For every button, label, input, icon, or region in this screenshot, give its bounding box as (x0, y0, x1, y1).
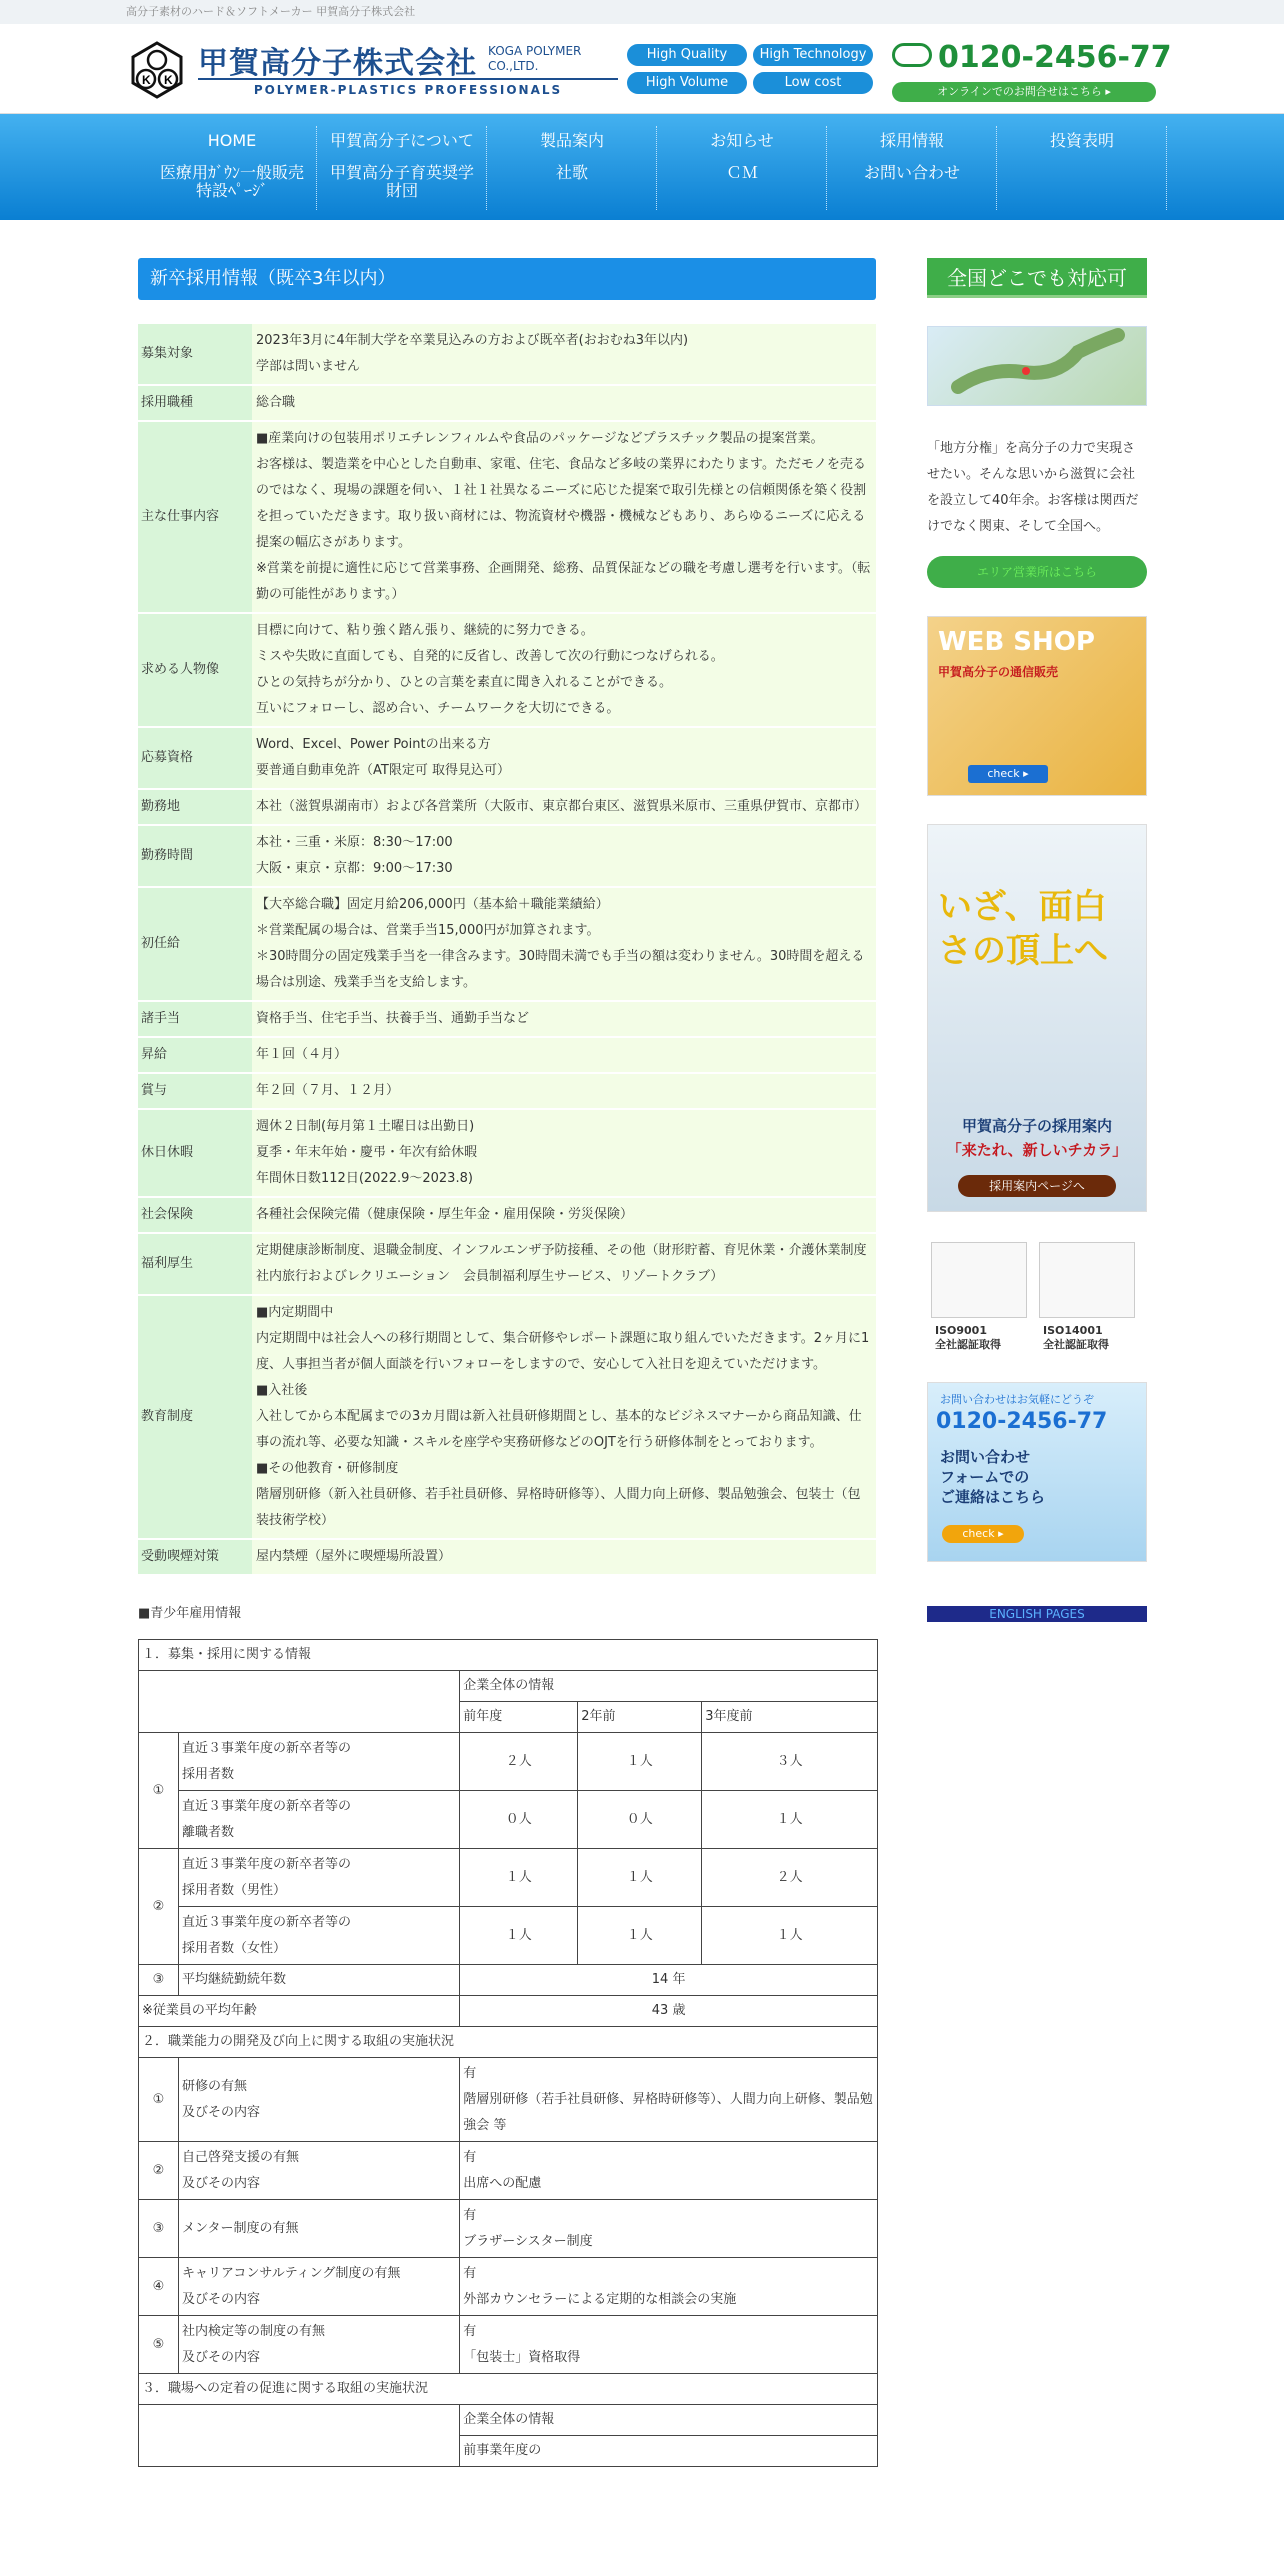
youth-section-2: ２．職業能力の開発及び向上に関する取組の実施状況 (139, 2027, 878, 2058)
freedial-icon (892, 43, 932, 67)
company-logo-icon[interactable] (127, 40, 187, 100)
recruit-value: 定期健康診断制度、退職金制度、インフルエンザ予防接種、その他（財形貯蓄、育児休業・介護休業制度 社内旅行およびレクリエーション 会員制福利厚生サービス、リゾートクラブ） (252, 1234, 876, 1294)
recruit-value: 総合職 (252, 386, 876, 420)
table-row (138, 1540, 876, 1574)
badge-high-volume: High Volume (627, 72, 747, 94)
youth-section-1: １．募集・採用に関する情報 (139, 1640, 878, 1671)
table-row: ※従業員の平均年齢 (139, 1996, 460, 2027)
recruit-value: 週休２日制(毎月第１土曜日は出勤日) 夏季・年末年始・慶弔・年次有給休暇 年間休日数112日(2022.9～2023.8) (252, 1110, 876, 1196)
svg-text:K: K (142, 73, 151, 87)
recruit-key: 応募資格 (138, 728, 252, 788)
nav-recruit[interactable]: 採用情報 (879, 131, 944, 150)
nav-company-song[interactable]: 社歌 (555, 163, 588, 182)
badge-low-cost: Low cost (753, 72, 873, 94)
recruit-value: 本社（滋賀県湖南市）および各営業所（大阪市、東京都台東区、滋賀県米原市、三重県伊賀市、京都市） (252, 790, 876, 824)
top-bar: 高分子素材のハード＆ソフトメーカー 甲賀高分子株式会社 (0, 0, 1284, 24)
recruit-value: Word、Excel、Power Pointの出来る方 要普通自動車免許（AT限定可 取得見込可） (252, 728, 876, 788)
table-row (138, 790, 876, 824)
company-name-jp[interactable]: 甲賀高分子株式会社 (198, 46, 477, 81)
table-row (138, 1110, 876, 1196)
nav-contact[interactable]: お問い合わせ (863, 163, 960, 182)
recruit-value: ■産業向けの包装用ポリエチレンフィルムや食品のパッケージなどプラスチック製品の提案営業。 お客様は、製造業を中心とした自動車、家電、住宅、食品など多岐の業界にわたります。ただモノを売るのではなく、現場の課題を伺い、１社１社異なるニーズに応じた提案で取引先様との信頼関係を築く役割を担っていただきます。取り扱い商材には、物流資材や機器・機械などもあり、あらゆるニーズに応える提案の幅広さがあります。 ※営業を前提に適性に応じて営業事務、企画開発、総務、品質保証などの職を考慮し選考を行います。（転勤の可能性があります。） (252, 422, 876, 612)
table-row (138, 1074, 876, 1108)
recruit-key: 教育制度 (138, 1296, 252, 1538)
recruit-banner-line2: 「来たれ、新しいチカラ」 (946, 1141, 1128, 1159)
badge-high-quality: High Quality (627, 44, 747, 66)
table-row: 社内検定等の制度の有無 及びその内容 (179, 2316, 460, 2374)
table-row: 研修の有無 及びその内容 (179, 2058, 460, 2142)
table-row (138, 1234, 876, 1294)
recruit-value: ■内定期間中 内定期間中は社会人への移行期間として、集合研修やレポート課題に取り組んでいただきます。2ヶ月に1度、人事担当者が個人面談を行いフォローをしますので、安心して入社日を迎えていただけます。 ■入社後 入社してから本配属までの3カ月間は新入社員研修期間とし、基本的なビジネスマナーから商品知識、仕事の流れ等、必要な知識・スキルを座学や実務研修などのOJTを行う研修体制をとっております。 ■その他教育・研修制度 階層別研修（新入社員研修、若手社員研修、昇格時研修等）、人間力向上研修、製品勉強会、包装士（包装技術学校） (252, 1296, 876, 1538)
main-nav (0, 114, 1284, 220)
contact-check-button[interactable]: check ▸ (942, 1525, 1024, 1543)
recruit-key: 勤務時間 (138, 826, 252, 886)
table-row: キャリアコンサルティング制度の有無 及びその内容 (179, 2258, 460, 2316)
youth-employment-table: １．募集・採用に関する情報 企業全体の情報 前年度 2年前 3年度前 ① 直近３事業年度の新卒者等の 採用者数 ２人 １人 ３人 直近３事業年度の新卒者等の 離職者数 ０人 ０人 １人 ② 直近３事業年度の新卒者等の 採用者数（男性） １人 １人 ２人 直近３事業年度の新卒者等の 採用者数（女性） １人 １人 １人 ③ 平均継続勤続年数 14 年 ※従業員の平均年齢 43 歳 ２．職業能力の開発及び向上に関する取組の実施状況 ① 研修の有無 及びその内容 有 階層別研修（若手社員研修、昇格時研修等）、人間力向上研修、製品勉強会 等 ② 自己啓発支援の有無 及びその内容 有 出席への配慮 ③ メンター制度の有無 有 ブラザーシスター制度 ④ キャリアコンサルティング制度の有無 及びその内容 有 外部カウンセラーによる定期的な相談会の実施 ⑤ 社内検定等の制度の有無 及びその内容 有 「包装士」資格取得 ３．職場への定着の促進に関する取組の実施状況 企業全体の情報 前事業年度の (138, 1639, 878, 2467)
table-row: 直近３事業年度の新卒者等の 離職者数 (179, 1791, 460, 1849)
recruit-key: 採用職種 (138, 386, 252, 420)
iso-certifications (927, 1242, 1147, 1362)
nav-home[interactable]: HOME (207, 131, 257, 150)
phone-number[interactable]: 0120-2456-77 (892, 40, 1172, 75)
iso14001-label: ISO14001 全社認証取得 (1043, 1324, 1109, 1351)
online-inquiry-button[interactable]: オンラインでのお問合せはこちら ▸ (892, 82, 1156, 102)
web-shop-title: WEB SHOP (938, 627, 1095, 657)
iso9001-badge-icon (931, 1242, 1027, 1318)
nav-cm[interactable]: ＣＭ (725, 163, 758, 182)
recruit-banner-line1: 甲賀高分子の採用案内 (961, 1117, 1112, 1135)
table-row (138, 386, 876, 420)
recruit-key: 求める人物像 (138, 614, 252, 726)
recruit-value: 目標に向けて、粘り強く踏ん張り、継続的に努力できる。 ミスや失敗に直面しても、自発的に反省し、改善して次の行動につなげられる。 ひとの気持ちが分かり、ひとの言葉を素直に聞き入れることができる。 互いにフォローし、認め合い、チームワークを大切にできる。 (252, 614, 876, 726)
recruit-value: 2023年3月に4年制大学を卒業見込みの方および既卒者(おおむね3年以内) 学部は問いません (252, 324, 876, 384)
recruit-key: 昇給 (138, 1038, 252, 1072)
badge-high-technology: High Technology (753, 44, 873, 66)
row-number: ② (139, 1849, 179, 1965)
nav-investment[interactable]: 投資表明 (1049, 131, 1114, 150)
table-row (138, 1198, 876, 1232)
sidebar (927, 258, 1147, 1622)
table-row: 直近３事業年度の新卒者等の 採用者数（女性） (179, 1907, 460, 1965)
table-row (138, 1038, 876, 1072)
table-row (138, 888, 876, 1000)
company-name-en: KOGA POLYMER CO.,LTD. (488, 44, 582, 73)
table-row: 直近３事業年度の新卒者等の 採用者数（男性） (179, 1849, 460, 1907)
nav-about[interactable]: 甲賀高分子について (330, 131, 474, 150)
recruit-key: 初任給 (138, 888, 252, 1000)
col-2-years: 2年前 (578, 1702, 702, 1733)
main-content (138, 258, 880, 2467)
area-office-button[interactable]: エリア営業所はこちら (927, 556, 1147, 588)
contact-banner[interactable] (927, 1382, 1147, 1562)
recruit-banner-headline: いざ、面白さの頂上へ (938, 887, 1108, 971)
iso14001-badge-icon (1039, 1242, 1135, 1318)
contact-banner-head: お問い合わせはお気軽にどうぞ (940, 1393, 1094, 1406)
table-row (138, 614, 876, 726)
table-row (138, 1296, 876, 1538)
table-row: 直近３事業年度の新卒者等の 採用者数 (179, 1733, 460, 1791)
recruit-key: 諸手当 (138, 1002, 252, 1036)
row-number: ① (139, 1733, 179, 1849)
youth-info-heading: ■青少年雇用情報 (138, 1606, 242, 1621)
table-row (138, 1002, 876, 1036)
svg-text:K: K (164, 73, 173, 87)
recruit-key: 主な仕事内容 (138, 422, 252, 612)
english-pages-link[interactable]: ENGLISH PAGES (927, 1606, 1147, 1622)
recruit-key: 勤務地 (138, 790, 252, 824)
contact-banner-phone: 0120-2456-77 (936, 1409, 1108, 1434)
col-3-years: 3年度前 (702, 1702, 878, 1733)
contact-banner-text: お問い合わせ フォームでの ご連絡はこちら (940, 1448, 1046, 1506)
recruit-key: 募集対象 (138, 324, 252, 384)
web-shop-check-button[interactable]: check ▸ (968, 765, 1048, 783)
sidebar-text: 「地方分権」を高分子の力で実現させたい。そんな思いから滋賀に会社を設立して40年余。お客様は関西だけでなく関東、そして全国へ。 (927, 441, 1139, 534)
nav-products[interactable]: 製品案内 (539, 131, 604, 150)
recruit-key: 社会保険 (138, 1198, 252, 1232)
table-row: 平均継続勤続年数 (179, 1965, 460, 1996)
sidebar-title: 全国どこでも対応可 (927, 258, 1147, 298)
recruit-key: 受動喫煙対策 (138, 1540, 252, 1574)
youth-section-3: ３．職場への定着の促進に関する取組の実施状況 (139, 2374, 878, 2405)
recruit-value: 本社・三重・米原：8:30～17:00 大阪・東京・京都：9:00～17:30 (252, 826, 876, 886)
table-row (138, 826, 876, 886)
recruit-value: 【大卒総合職】固定月給206,000円（基本給＋職能業績給） ＊営業配属の場合は、営業手当15,000円が加算されます。 ＊30時間分の固定残業手当を一律含みます。30時間未満でも手当の額は変わりません。30時間を超える場合は別途、残業手当を支給します。 (252, 888, 876, 1000)
nav-scholarship[interactable]: 甲賀高分子育英奨学 財団 (329, 163, 474, 200)
table-row (138, 728, 876, 788)
recruit-table (138, 322, 880, 1576)
table-row: メンター制度の有無 (179, 2200, 460, 2258)
japan-map-image (927, 326, 1147, 406)
recruit-key: 賞与 (138, 1074, 252, 1108)
table-row: 自己啓発支援の有無 及びその内容 (179, 2142, 460, 2200)
recruit-value: 資格手当、住宅手当、扶養手当、通勤手当など (252, 1002, 876, 1036)
youth-all-company: 企業全体の情報 (460, 1671, 878, 1702)
nav-news[interactable]: お知らせ (710, 131, 774, 150)
recruit-value: 年１回（４月） (252, 1038, 876, 1072)
table-row (138, 324, 876, 384)
iso9001-label: ISO9001 全社認証取得 (935, 1324, 1001, 1351)
site-header (0, 24, 1284, 114)
recruit-value: 各種社会保険完備（健康保険・厚生年金・雇用保険・労災保険） (252, 1198, 876, 1232)
map-icon (928, 327, 1146, 405)
col-prev-year: 前年度 (460, 1702, 578, 1733)
web-shop-subtitle: 甲賀高分子の通信販売 (938, 665, 1059, 679)
web-shop-banner[interactable] (927, 616, 1147, 796)
recruit-key: 福利厚生 (138, 1234, 252, 1294)
recruit-value: 屋内禁煙（屋外に喫煙場所設置） (252, 1540, 876, 1574)
recruit-value: 年２回（７月、１２月） (252, 1074, 876, 1108)
nav-medical-gown[interactable]: 医療用ｶﾞｳﾝ一般販売 特設ﾍﾟｰｼﾞ (159, 163, 304, 200)
recruit-key: 休日休暇 (138, 1110, 252, 1196)
recruit-banner[interactable] (927, 824, 1147, 1212)
section-title: 新卒採用情報（既卒3年以内） (138, 258, 876, 300)
table-row (138, 422, 876, 612)
company-tagline: POLYMER-PLASTICS PROFESSIONALS (198, 78, 618, 97)
recruit-page-button[interactable]: 採用案内ページへ (958, 1175, 1116, 1197)
